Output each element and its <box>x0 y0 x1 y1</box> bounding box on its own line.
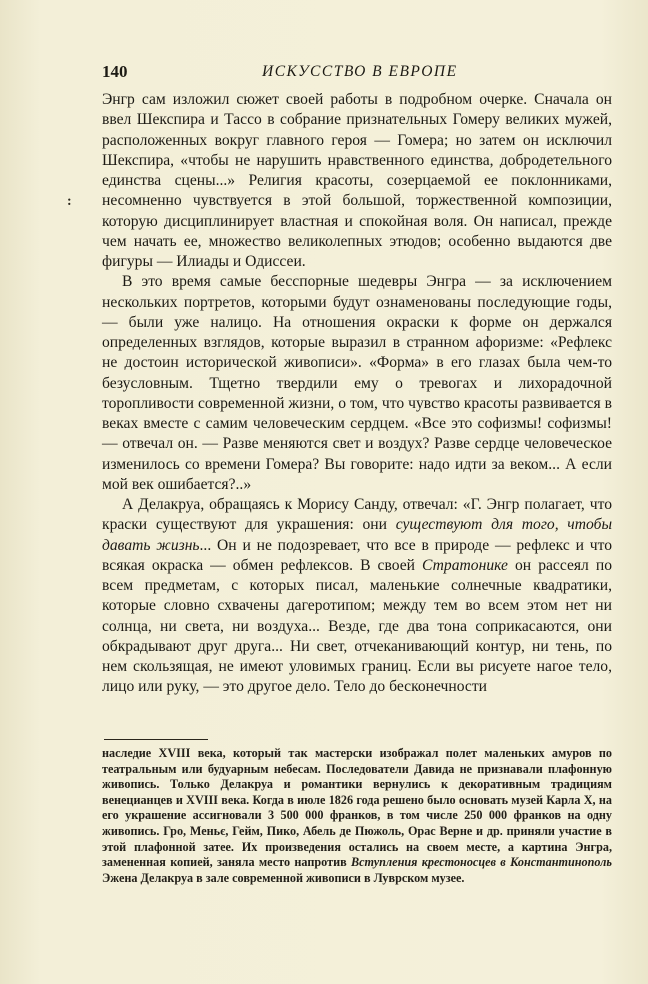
margin-mark: : <box>67 194 72 209</box>
footnote-text: Эжена Делакруа в зале современной живописи в Луврском музее. <box>102 870 465 885</box>
footnote-text: наследие XVIII века, который так мастерски изображал полет маленьких амуров по театральным или будуарным небесам. Последователи Давида не признавали плафонную живопись. Только Делакруа и романтики вернулись к декоративным традициям венецианцев и XVIII века. Когда в июле 1826 года решено было основать музей Карла X, на его украшение ассигновали 3 500 000 франков, в том числе 250 000 франков на одну живопись. Гро, Меньє, Гейм, Пико, Абель де Пюжоль, Орас Верне и др. приняли участие в этой плафонной затее. Их произведения остались на своем месте, а картина Энгра, замененная копией, заняла место напротив <box>102 746 612 870</box>
page-header <box>102 62 612 86</box>
main-text <box>102 90 612 698</box>
paragraph-1 <box>102 90 612 272</box>
page-number: 140 <box>102 62 128 81</box>
paragraph-3 <box>102 495 612 698</box>
paragraph-text: ... Он и не подозревает, что все в природе — рефлекс и что всякая окраска — обмен рефлексов. В своей <box>102 536 612 574</box>
italic-title-stratonika: Стратонике <box>422 556 508 574</box>
paragraph-text: Энгр сам изложил сюжет своей работы в подробном очерке. Сначала он ввел Шекспира и Тассо в собрание признательных Гомеру великих мужей, расположенных вокруг главного героя — Гомера; но затем он исключил Шекспира, «чтобы не нарушить нравственного единства, добродетельного единства сцены...» Религия красоты, созерцаемой ее поклонниками, несомненно чувствуется в этой большой, торжественной композиции, которую дисциплинирует властная и спокойная воля. Он написал, прежде чем начать ее, множество великолепных этюдов; особенно выдаются две фигуры — Илиады и Одиссеи. <box>102 91 612 270</box>
paragraph-2 <box>102 272 612 495</box>
italic-painting-title: Вступления крестоносцев в Константинополь <box>351 855 612 870</box>
footnote <box>102 746 612 886</box>
running-title: ИСКУССТВО В ЕВРОПЕ <box>262 63 458 80</box>
footnote-separator <box>104 739 208 740</box>
paragraph-text: он рассеял по всем предметам, с которых писал, маленькие солнечные квадратики, которые словно схвачены дагеротипом; между тем во всем этом нет ни солнца, ни света, ни воздуха... Везде, где два тона соприкасаются, они обкрадывают друг друга... Ни свет, отчеканивающий контур, ни тень, по нем скользящая, не имеют уловимых границ. Если вы рисуете нагое тело, лицо или руку, — это другое дело. Тело до бесконечности <box>102 556 613 696</box>
italic-quote: существуют для того, чтобы давать жизнь <box>102 516 612 554</box>
footnote-paragraph <box>102 746 612 886</box>
paragraph-text: В это время самые бесспорные шедевры Энгра — за исключением нескольких портретов, которыми будут ознаменованы последующие годы, — были уже налицо. На отношения окраски к форме он держался определенных взглядов, которые выразил в странном афоризме: «Рефлекс не достоин исторической живописи». «Форма» в его глазах была чем-то безусловным. Тщетно твердили ему о тревогах и лихорадочной торопливости современной жизни, о том, что чувство красоты развивается в веках вместе с самим человеческим сердцем. «Все это софизмы! софизмы! — отвечал он. — Разве меняются свет и воздух? Разве сердце человеческое изменилось со времени Гомера? Вы говорите: надо идти за веком... А если мой век ошибается?..» <box>102 273 612 493</box>
paragraph-text: А Делакруа, обращаясь к Морису Санду, отвечал: «Г. Энгр полагает, что краски существуют для украшения: они <box>102 496 612 534</box>
